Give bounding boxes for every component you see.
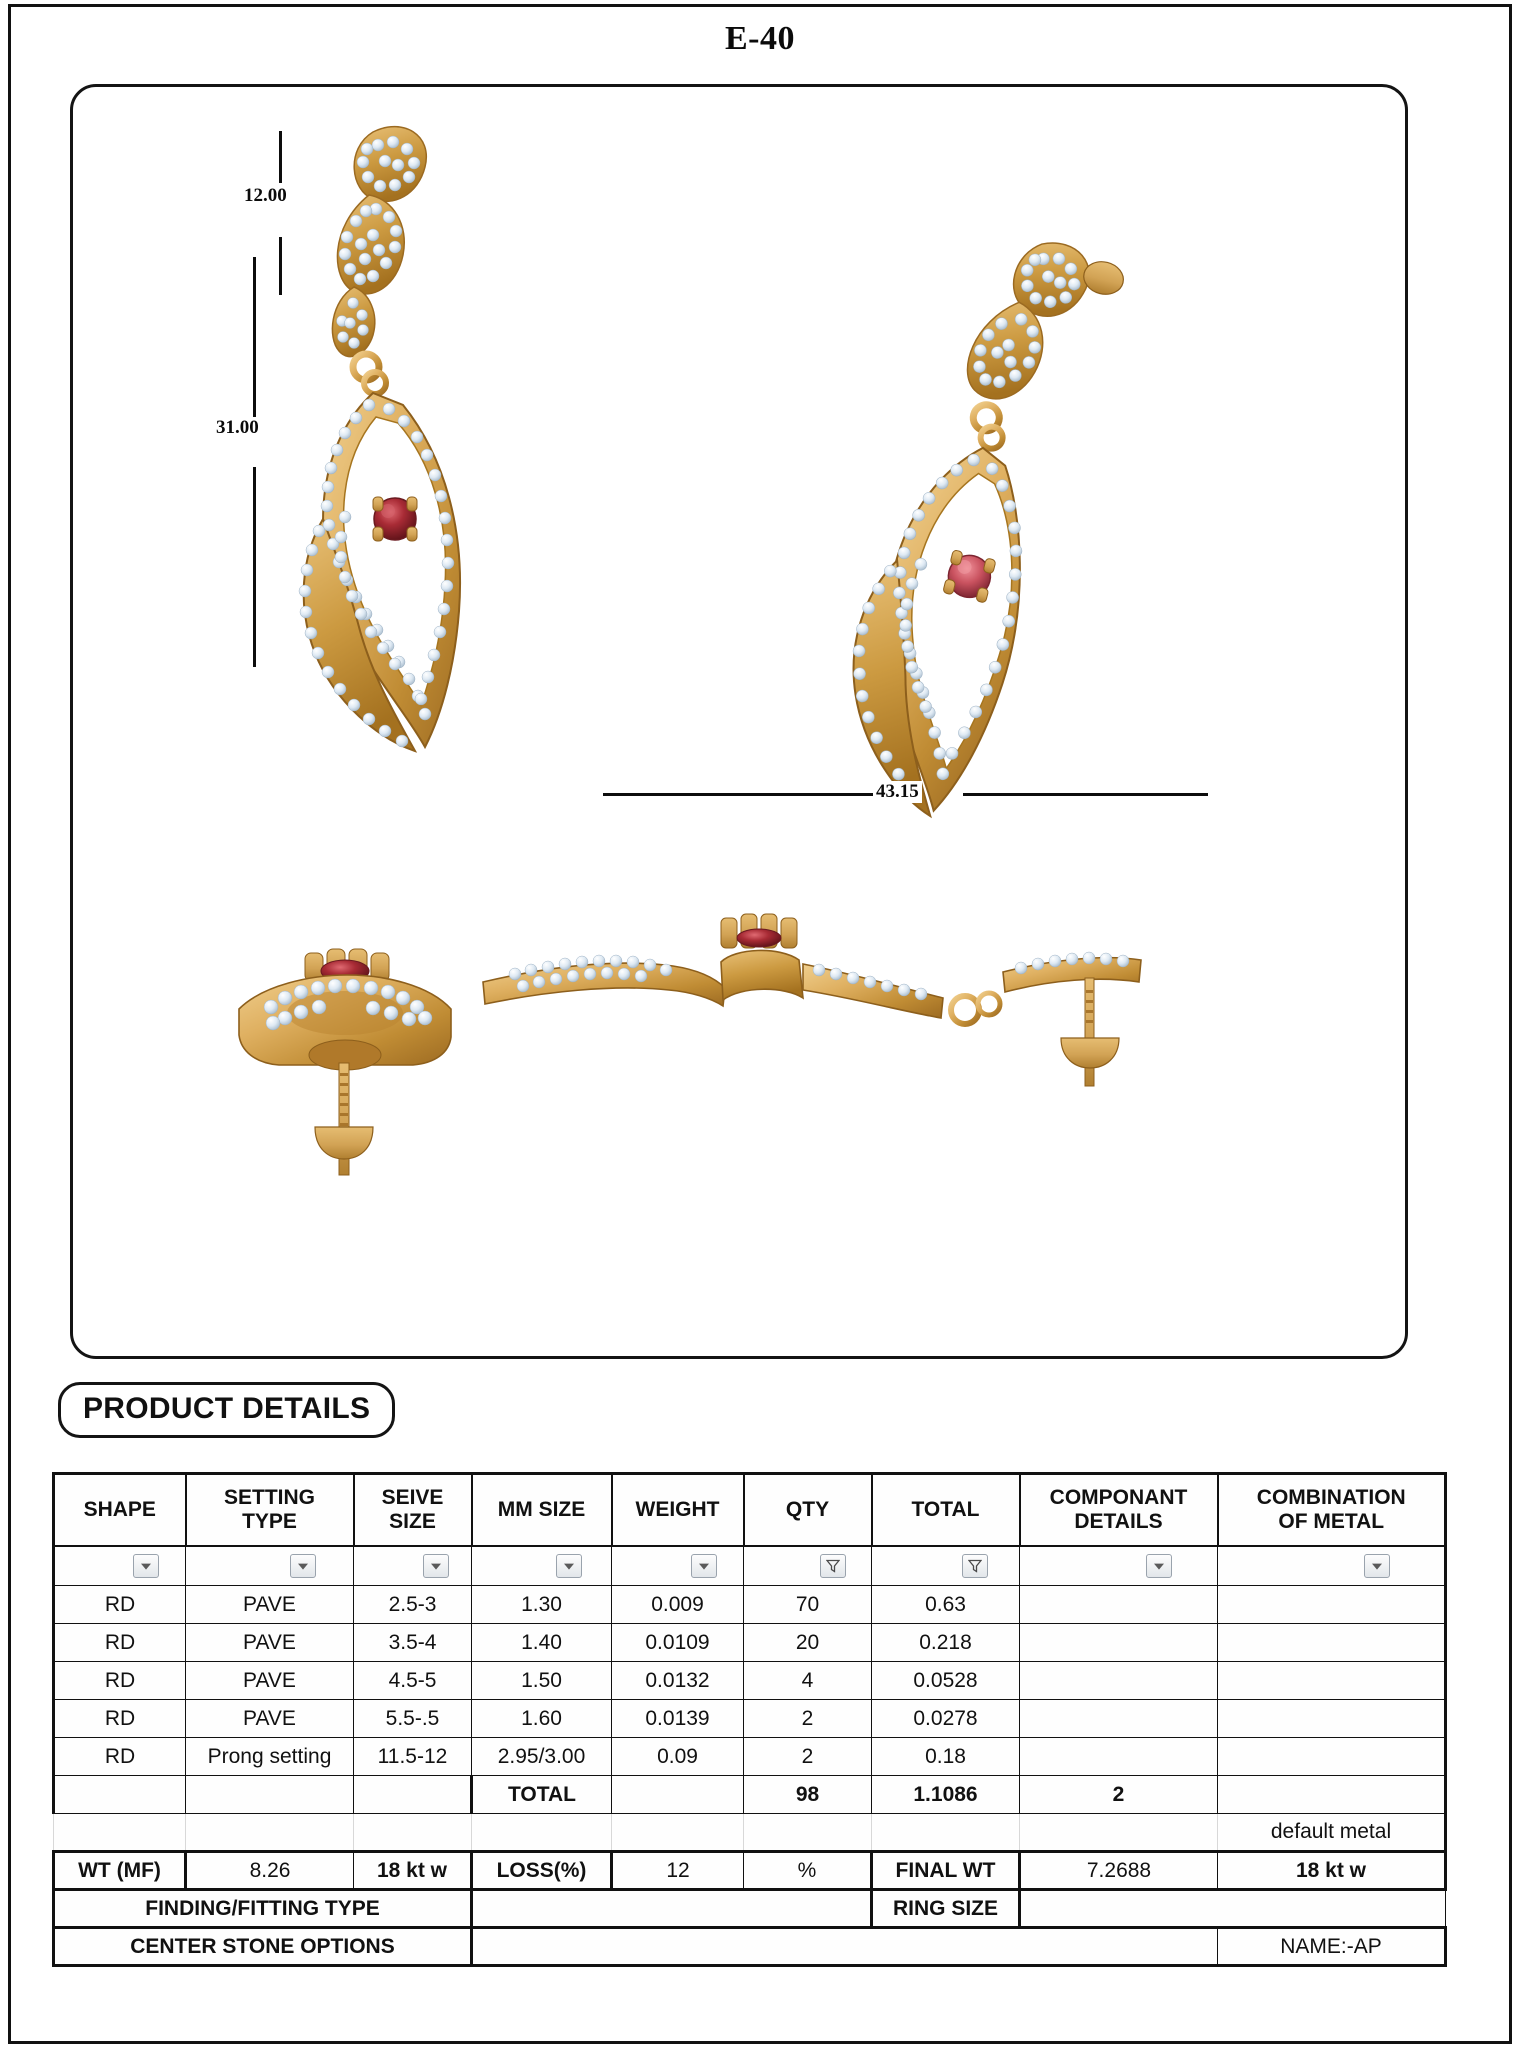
loss-label: LOSS(%) (472, 1852, 612, 1890)
cell-componant-details (1020, 1662, 1218, 1700)
metal-karat: 18 kt w (354, 1852, 472, 1890)
earring-pair-side-view (483, 914, 1141, 1086)
cell-total: 0.18 (872, 1738, 1020, 1776)
cell-seive-size: 5.5-.5 (354, 1700, 472, 1738)
header-line-1: SEIVE (381, 1486, 444, 1510)
cell-setting-type: PAVE (186, 1662, 354, 1700)
cell-combination-of-metal (1218, 1738, 1446, 1776)
header-line-2: OF METAL (1278, 1509, 1385, 1533)
column-header-weight (612, 1474, 744, 1546)
dimension-label-top-height: 12.00 (241, 185, 290, 207)
cell-qty: 2 (744, 1700, 872, 1738)
default-metal-blank-4 (472, 1814, 612, 1852)
default-metal-blank-7 (872, 1814, 1020, 1852)
cell-weight: 0.009 (612, 1586, 744, 1624)
cell-mm-size: 1.60 (472, 1700, 612, 1738)
ring-size-label: RING SIZE (872, 1890, 1020, 1928)
column-header-combination-of-metal (1218, 1474, 1446, 1546)
cell-seive-size: 3.5-4 (354, 1624, 472, 1662)
total-row-total: 1.1086 (872, 1776, 1020, 1814)
header-line-1: TOTAL (911, 1497, 980, 1521)
cell-componant-details (1020, 1700, 1218, 1738)
cell-total: 0.0278 (872, 1700, 1020, 1738)
cell-mm-size: 1.40 (472, 1624, 612, 1662)
filter-funnel-icon[interactable] (962, 1554, 988, 1578)
cell-componant-details (1020, 1624, 1218, 1662)
cell-seive-size: 4.5-5 (354, 1662, 472, 1700)
cell-mm-size: 1.30 (472, 1586, 612, 1624)
dropdown-arrow-icon[interactable] (290, 1554, 316, 1578)
table-row (54, 1662, 1446, 1700)
dimension-line-top-height-lower (279, 237, 282, 295)
default-metal-blank-8 (1020, 1814, 1218, 1852)
dimension-line-drop-length (253, 257, 256, 417)
filter-cell-setting-type[interactable] (186, 1546, 354, 1586)
ring-size-value[interactable] (1020, 1890, 1446, 1928)
cell-weight: 0.0132 (612, 1662, 744, 1700)
earring-angled-view (817, 218, 1129, 830)
table-total-row (54, 1776, 1446, 1814)
cell-shape: RD (54, 1662, 186, 1700)
header-line-2: DETAILS (1074, 1509, 1163, 1533)
dimension-label-pair-width: 43.15 (873, 781, 922, 803)
header-line-2: SIZE (389, 1509, 436, 1533)
column-header-shape (54, 1474, 186, 1546)
column-header-componant-details (1020, 1474, 1218, 1546)
cell-weight: 0.0109 (612, 1624, 744, 1662)
center-stone-options-value[interactable] (472, 1928, 1218, 1966)
cell-shape: RD (54, 1738, 186, 1776)
cell-seive-size: 11.5-12 (354, 1738, 472, 1776)
cell-combination-of-metal (1218, 1624, 1446, 1662)
total-row-blank-setting (186, 1776, 354, 1814)
column-header-mm-size (472, 1474, 612, 1546)
filter-cell-seive-size[interactable] (354, 1546, 472, 1586)
table-header-row (54, 1474, 1446, 1546)
dimension-label-drop-length: 31.00 (213, 417, 262, 439)
cell-total: 0.63 (872, 1586, 1020, 1624)
earring-stud-top-view (239, 949, 451, 1175)
drawing-panel (70, 84, 1408, 1359)
dropdown-arrow-icon[interactable] (423, 1554, 449, 1578)
total-row-combination (1218, 1776, 1446, 1814)
cell-qty: 2 (744, 1738, 872, 1776)
cell-total: 0.0528 (872, 1662, 1020, 1700)
cell-mm-size: 1.50 (472, 1662, 612, 1700)
filter-cell-shape[interactable] (54, 1546, 186, 1586)
table-summary-row (54, 1852, 1446, 1890)
dropdown-arrow-icon[interactable] (1364, 1554, 1390, 1578)
filter-funnel-icon[interactable] (820, 1554, 846, 1578)
dimension-line-pair-width-right (963, 793, 1208, 796)
default-metal-blank-6 (744, 1814, 872, 1852)
earring-3d-render (73, 87, 1405, 1356)
table-default-metal-row (54, 1814, 1446, 1852)
cell-mm-size: 2.95/3.00 (472, 1738, 612, 1776)
cell-setting-type: PAVE (186, 1700, 354, 1738)
dimension-line-top-height (279, 131, 282, 183)
total-row-label: TOTAL (472, 1776, 612, 1814)
default-metal-blank-2 (186, 1814, 354, 1852)
header-line-1: WEIGHT (635, 1497, 720, 1521)
cell-setting-type: Prong setting (186, 1738, 354, 1776)
dropdown-arrow-icon[interactable] (1146, 1554, 1172, 1578)
dimension-line-pair-width-left (603, 793, 873, 796)
default-metal-blank-3 (354, 1814, 472, 1852)
cell-combination-of-metal (1218, 1586, 1446, 1624)
filter-cell-weight[interactable] (612, 1546, 744, 1586)
final-metal: 18 kt w (1218, 1852, 1446, 1890)
cell-shape: RD (54, 1624, 186, 1662)
product-details-table-container (52, 1472, 1444, 1967)
total-row-blank-weight (612, 1776, 744, 1814)
table-row (54, 1738, 1446, 1776)
filter-cell-qty[interactable] (744, 1546, 872, 1586)
finding-fitting-value[interactable] (472, 1890, 872, 1928)
header-line-1: SETTING (223, 1486, 315, 1510)
header-line-1: COMPONANT (1049, 1486, 1188, 1510)
dimension-line-drop-length-lower (253, 467, 256, 667)
product-details-badge: PRODUCT DETAILS (58, 1382, 395, 1438)
header-line-1: COMBINATION (1256, 1486, 1406, 1510)
filter-cell-total[interactable] (872, 1546, 1020, 1586)
column-header-qty (744, 1474, 872, 1546)
header-line-1: MM SIZE (497, 1497, 586, 1521)
wt-mf-value: 8.26 (186, 1852, 354, 1890)
cell-weight: 0.0139 (612, 1700, 744, 1738)
loss-value: 12 (612, 1852, 744, 1890)
final-wt-value: 7.2688 (1020, 1852, 1218, 1890)
cell-componant-details (1020, 1738, 1218, 1776)
total-row-blank-shape (54, 1776, 186, 1814)
table-row (54, 1624, 1446, 1662)
cell-qty: 70 (744, 1586, 872, 1624)
cell-combination-of-metal (1218, 1700, 1446, 1738)
table-row (54, 1586, 1446, 1624)
center-stone-options-label: CENTER STONE OPTIONS (54, 1928, 472, 1966)
page-title: E-40 (725, 20, 795, 57)
earring-front-view (299, 127, 460, 751)
cell-combination-of-metal (1218, 1662, 1446, 1700)
cell-shape: RD (54, 1586, 186, 1624)
default-metal-blank-1 (54, 1814, 186, 1852)
dropdown-arrow-icon[interactable] (556, 1554, 582, 1578)
table-finding-row (54, 1890, 1446, 1928)
cell-componant-details (1020, 1586, 1218, 1624)
filter-cell-componant-details[interactable] (1020, 1546, 1218, 1586)
column-header-setting-type (186, 1474, 354, 1546)
dropdown-arrow-icon[interactable] (133, 1554, 159, 1578)
total-row-qty: 98 (744, 1776, 872, 1814)
default-metal-blank-5 (612, 1814, 744, 1852)
filter-cell-mm-size[interactable] (472, 1546, 612, 1586)
dropdown-arrow-icon[interactable] (691, 1554, 717, 1578)
header-line-2: TYPE (242, 1509, 297, 1533)
wt-mf-label: WT (MF) (54, 1852, 186, 1890)
default-metal-value: default metal (1218, 1814, 1446, 1852)
cell-seive-size: 2.5-3 (354, 1586, 472, 1624)
jewelry-render-area (73, 87, 1405, 1356)
header-line-1: SHAPE (83, 1497, 156, 1521)
column-header-total (872, 1474, 1020, 1546)
filter-cell-combination-of-metal[interactable] (1218, 1546, 1446, 1586)
customer-name: NAME:-AP (1218, 1928, 1446, 1966)
total-row-componant-details: 2 (1020, 1776, 1218, 1814)
table-center-stone-row (54, 1928, 1446, 1966)
total-row-blank-seive (354, 1776, 472, 1814)
table-row (54, 1700, 1446, 1738)
table-filter-row (54, 1546, 1446, 1586)
cell-shape: RD (54, 1700, 186, 1738)
final-wt-label: FINAL WT (872, 1852, 1020, 1890)
cell-weight: 0.09 (612, 1738, 744, 1776)
product-details-table (52, 1472, 1447, 1967)
cell-setting-type: PAVE (186, 1624, 354, 1662)
loss-unit: % (744, 1852, 872, 1890)
cell-qty: 20 (744, 1624, 872, 1662)
cell-total: 0.218 (872, 1624, 1020, 1662)
cell-setting-type: PAVE (186, 1586, 354, 1624)
finding-fitting-label: FINDING/FITTING TYPE (54, 1890, 472, 1928)
column-header-seive-size (354, 1474, 472, 1546)
header-line-1: QTY (785, 1497, 830, 1521)
cell-qty: 4 (744, 1662, 872, 1700)
